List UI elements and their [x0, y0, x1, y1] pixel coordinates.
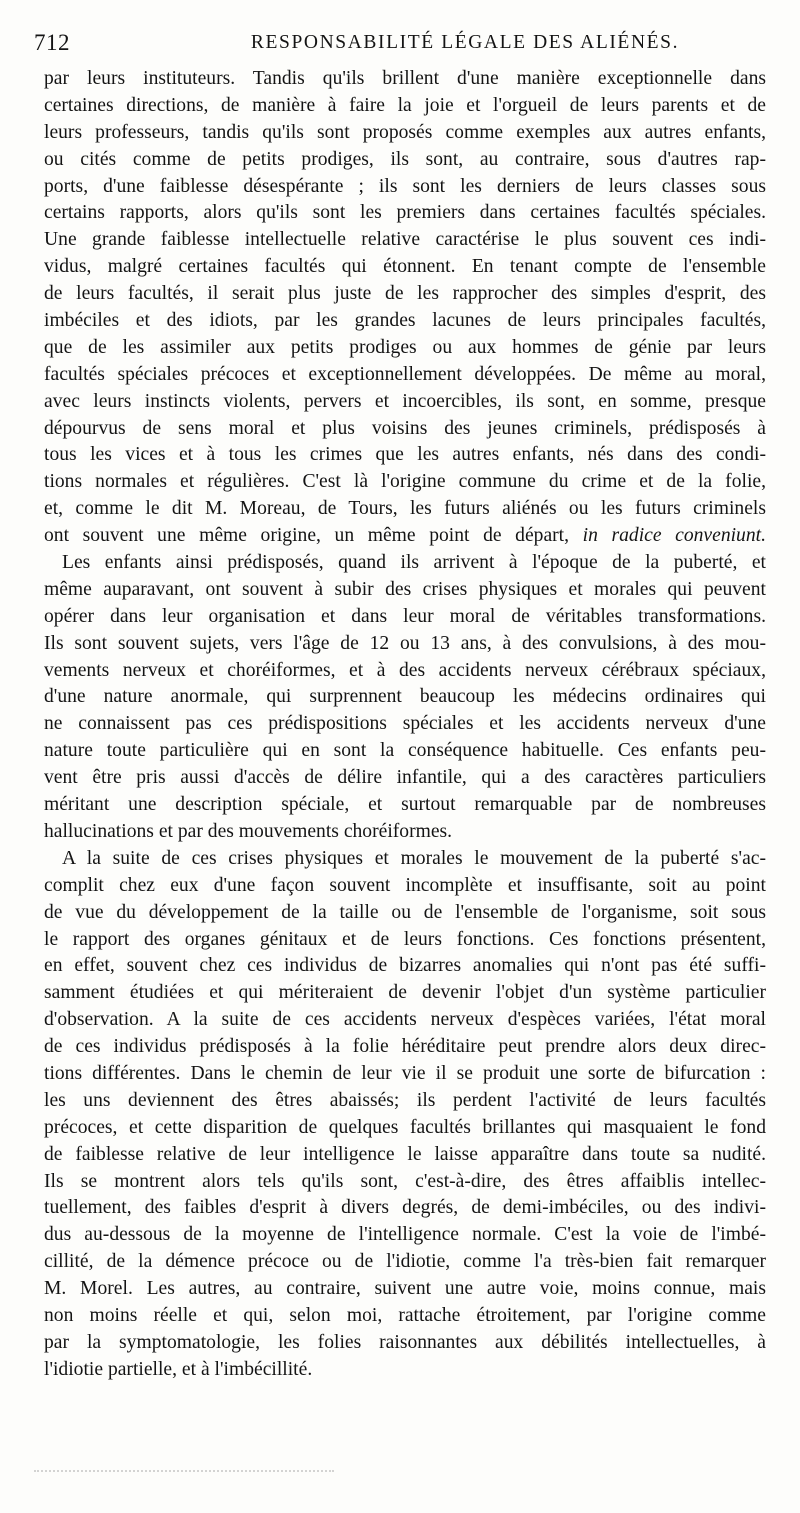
text-line: nature toute particulière qui en sont la conséquence habituelle. Ces enfants peu-: [44, 740, 766, 762]
text-line: vidus, malgré certaines facultés qui étonnent. En tenant compte de l'ensemble: [44, 256, 766, 278]
running-head: [34, 30, 776, 60]
text-line: vent être pris aussi d'accès de délire infantile, qui a des caractères particuliers: [44, 767, 766, 789]
text-line: M. Morel. Les autres, au contraire, suivent une autre voie, moins connue, mais: [44, 1278, 766, 1300]
text-line: de leurs facultés, il serait plus juste de les rapprocher des simples d'esprit, des: [44, 283, 766, 305]
text-line: Une grande faiblesse intellectuelle relative caractérise le plus souvent ces indi-: [44, 229, 766, 251]
text-line: Les enfants ainsi prédisposés, quand ils arrivent à l'époque de la puberté, et: [62, 552, 766, 574]
text-line: le rapport des organes génitaux et de leurs fonctions. Ces fonctions présentent,: [44, 928, 766, 950]
text-line: d'observation. A la suite de ces accidents nerveux d'espèces variées, l'état moral: [44, 1009, 766, 1031]
text-line: précoces, et cette disparition de quelques facultés brillantes qui masquaient le fond: [44, 1116, 766, 1138]
text-line: tuellement, des faibles d'esprit à divers degrés, de demi-imbéciles, ou des indivi-: [44, 1197, 766, 1219]
text-line: d'une nature anormale, qui surprennent beaucoup les médecins ordinaires qui: [44, 686, 766, 708]
text-line: même auparavant, ont souvent à subir des crises physiques et morales qui peuvent: [44, 578, 766, 600]
text-line: hallucinations et par des mouvements choréiformes.: [44, 820, 453, 842]
text-line: ne connaissent pas ces prédispositions spéciales et les accidents nerveux d'une: [44, 713, 766, 735]
paragraph-3: [44, 846, 766, 1384]
text-line: A la suite de ces crises physiques et morales le mouvement de la puberté s'ac-: [62, 847, 766, 869]
text-line: non moins réelle et qui, selon moi, rattache étroitement, par l'origine comme: [44, 1304, 766, 1326]
text-line: cillité, de la démence précoce ou de l'idiotie, comme l'a très-bien fait remarquer: [44, 1251, 766, 1273]
text-line: complit chez eux d'une façon souvent incomplète et insuffisante, soit au point: [44, 874, 766, 896]
page-number: 712: [34, 30, 70, 55]
scan-artifact-dots: [34, 1470, 334, 1478]
text-line: avec leurs instincts violents, pervers et incoercibles, ils sont, en somme, presque: [44, 390, 766, 412]
paragraph-1: [44, 66, 766, 550]
text-line: Ils sont souvent sujets, vers l'âge de 12 ou 13 ans, à des convulsions, à des mou-: [44, 632, 766, 654]
text-line: dus au-dessous de la moyenne de l'intelligence normale. C'est la voie de l'imbé-: [44, 1224, 766, 1246]
text-line: certaines directions, de manière à faire la joie et l'orgueil de leurs parents et de: [44, 94, 766, 116]
text-line: opérer dans leur organisation et dans leur moral de véritables transformations.: [44, 605, 766, 627]
text-line: tous les vices et à tous les crimes que les autres enfants, nés dans des condi-: [44, 444, 766, 466]
text-line: facultés spéciales précoces et exceptionnellement développées. De même au moral,: [44, 363, 766, 385]
text-line: en effet, souvent chez ces individus de bizarres anomalies qui n'ont pas été suffi-: [44, 955, 766, 977]
running-title: RESPONSABILITÉ LÉGALE DES ALIÉNÉS.: [250, 32, 680, 53]
text-line: que de les assimiler aux petits prodiges ou aux hommes de génie par leurs: [44, 336, 766, 358]
text-line: de ces individus prédisposés à la folie héréditaire peut prendre alors deux direc-: [44, 1036, 766, 1058]
text-line: tions différentes. Dans le chemin de leur vie il se produit une sorte de bifurcation :: [44, 1062, 766, 1084]
text-line: les uns deviennent des êtres abaissés; ils perdent l'activité de leurs facultés: [44, 1089, 766, 1111]
text-line: certains rapports, alors qu'ils sont les premiers dans certaines facultés spéciales.: [44, 202, 766, 224]
text-line: de faiblesse relative de leur intelligence le laisse apparaître dans toute sa nudité.: [44, 1143, 766, 1165]
text-line: méritant une description spéciale, et surtout remarquable par de nombreuses: [44, 794, 766, 816]
text-line: dépourvus de sens moral et plus voisins des jeunes criminels, prédisposés à: [44, 417, 766, 439]
text-line: par leurs instituteurs. Tandis qu'ils brillent d'une manière exceptionnelle dans: [44, 68, 766, 89]
body-text: [44, 66, 766, 1384]
text-line: l'idiotie partielle, et à l'imbécillité.: [44, 1358, 313, 1380]
text-line: ou cités comme de petits prodiges, ils sont, au contraire, sous d'autres rap-: [44, 148, 766, 170]
paragraph-2: [44, 550, 766, 846]
text-line: imbéciles et des idiots, par les grandes lacunes de leurs principales facultés,: [44, 310, 766, 332]
text-line: samment étudiées et qui mériteraient de devenir l'objet d'un système particulier: [44, 982, 766, 1004]
text-line: leurs professeurs, tandis qu'ils sont proposés comme exemples aux autres enfants,: [44, 121, 766, 143]
text-line: vements nerveux et choréiformes, et à des accidents nerveux cérébraux spéciaux,: [44, 659, 766, 681]
text-line: Ils se montrent alors tels qu'ils sont, c'est-à-dire, des êtres affaiblis intellec-: [44, 1170, 766, 1192]
text-line: tions normales et régulières. C'est là l'origine commune du crime et de la folie,: [44, 471, 766, 493]
text-line: et, comme le dit M. Moreau, de Tours, les futurs aliénés ou les futurs criminels: [44, 498, 766, 520]
line-text: ont souvent une même origine, un même point de départ,: [44, 525, 570, 547]
text-line: par la symptomatologie, les folies raisonnantes aux débilités intellectuelles, à: [44, 1331, 766, 1353]
latin-phrase: in radice conveniunt.: [582, 525, 766, 547]
text-line: de vue du développement de la taille ou de l'ensemble de l'organisme, soit sous: [44, 901, 766, 923]
text-line: ports, d'une faiblesse désespérante ; ils sont les derniers de leurs classes sous: [44, 175, 766, 197]
text-line-with-latin: [44, 523, 766, 550]
